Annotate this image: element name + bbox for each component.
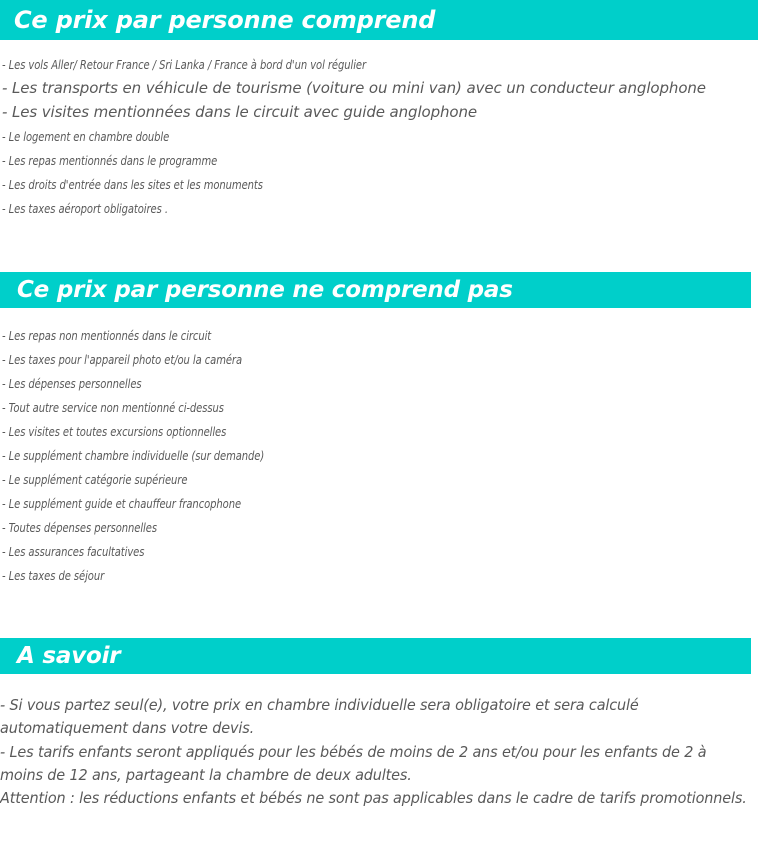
list-item (0, 520, 758, 544)
list-item-text: - Les droits d'entrée dans les sites et les monuments (2, 177, 263, 192)
list-item-text: - Les vols Aller/ Retour France / Sri Lanka / France à bord d'un vol régulier (2, 57, 367, 72)
list-item (0, 352, 758, 376)
list-item (0, 201, 758, 225)
list-item (0, 544, 758, 568)
section-title-included: Ce prix par personne comprend (14, 6, 436, 34)
list-item (0, 153, 758, 177)
list-item-text: - Les taxes pour l'appareil photo et/ou la caméra (2, 352, 243, 367)
list-item-text: - Les taxes de séjour (2, 568, 105, 583)
list-item-text: - Les visites mentionnées dans le circuit avec guide anglophone (2, 103, 478, 121)
list-item-text: - Le logement en chambre double (2, 129, 170, 144)
list-item (0, 376, 758, 400)
list-item (0, 129, 758, 153)
section-header-included (0, 0, 758, 40)
section-body-included (0, 57, 758, 225)
section-body-not-included (0, 328, 758, 592)
paragraph: - Si vous partez seul(e), votre prix en chambre individuelle sera obligatoire et sera calculé automatiquement dans votre devis. (0, 696, 639, 738)
list-item-text: - Le supplément catégorie supérieure (2, 472, 188, 487)
list-item (0, 177, 758, 201)
section-header-good-to-know (0, 638, 751, 674)
list-item-text: - Les dépenses personnelles (2, 376, 142, 391)
section-title-not-included: Ce prix par personne ne comprend pas (17, 277, 513, 303)
list-item-text: - Le supplément guide et chauffeur francophone (2, 496, 242, 511)
list-item-text: - Les repas mentionnés dans le programme (2, 153, 218, 168)
list-item-text: - Le supplément chambre individuelle (sur demande) (2, 448, 265, 463)
list-item-text: - Toutes dépenses personnelles (2, 520, 157, 535)
list-item-text: - Les visites et toutes excursions optionnelles (2, 424, 227, 439)
list-item (0, 496, 758, 520)
list-item (0, 448, 758, 472)
list-item (0, 105, 758, 129)
list-item-text: - Les transports en véhicule de tourisme (voiture ou mini van) avec un conducteur anglophone (2, 79, 706, 97)
section-header-not-included (0, 272, 751, 308)
paragraph: Attention : les réductions enfants et bébés ne sont pas applicables dans le cadre de tarifs promotionnels. (0, 789, 747, 807)
list-item-text: - Tout autre service non mentionné ci-dessus (2, 400, 224, 415)
list-item (0, 568, 758, 592)
list-item (0, 81, 758, 105)
paragraph: - Les tarifs enfants seront appliqués pour les bébés de moins de 2 ans et/ou pour les enfants de 2 à moins de 12 ans, partageant la chambre de deux adultes. (0, 742, 707, 784)
list-item (0, 424, 758, 448)
section-title-good-to-know: A savoir (17, 643, 121, 669)
section-body-good-to-know (0, 694, 752, 810)
list-item (0, 472, 758, 496)
list-item-text: - Les repas non mentionnés dans le circuit (2, 328, 212, 343)
list-item (0, 328, 758, 352)
list-item (0, 57, 758, 81)
list-item (0, 400, 758, 424)
list-item-text: - Les assurances facultatives (2, 544, 145, 559)
list-item-text: - Les taxes aéroport obligatoires . (2, 201, 168, 216)
